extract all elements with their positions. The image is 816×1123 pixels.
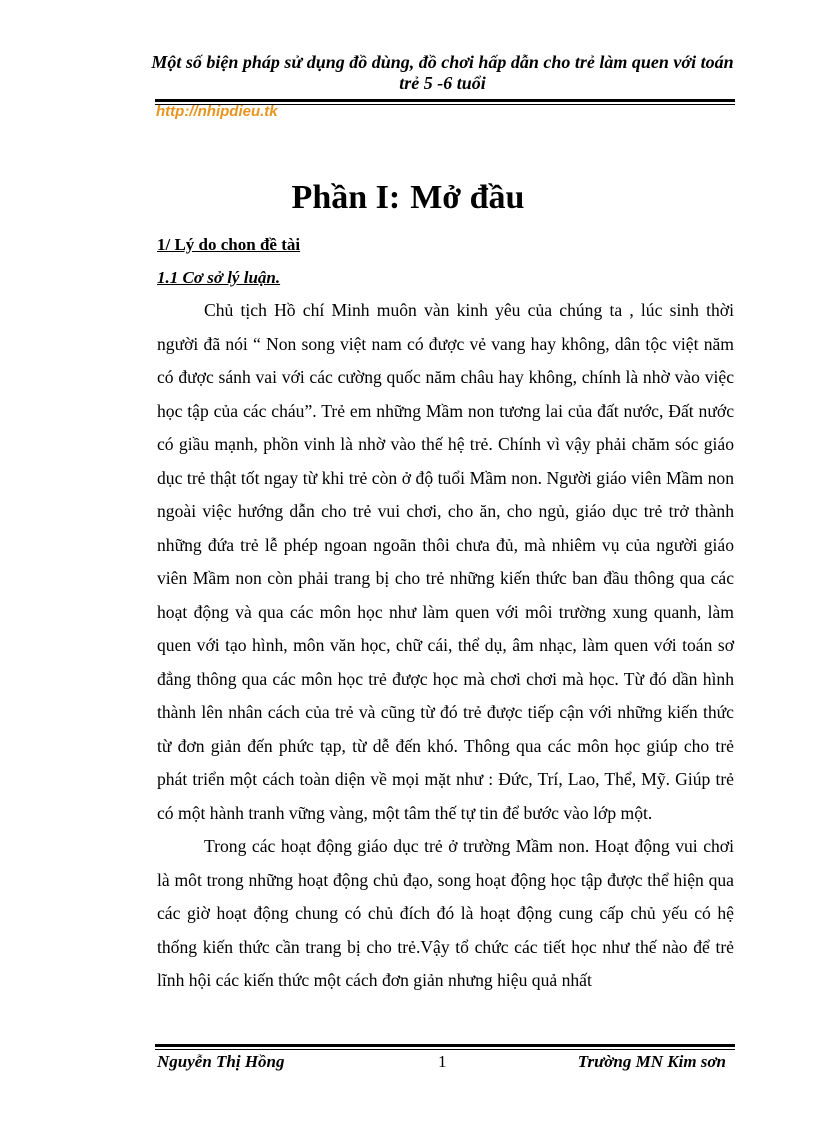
subsection-heading: 1.1 Cơ sở lý luận. [157, 268, 281, 287]
site-link[interactable]: http://nhipdieu.tk [156, 103, 278, 120]
part-name: Mở đầu [410, 179, 525, 216]
footer-school: Trường MN Kim sơn [577, 1052, 726, 1071]
part-prefix: Phần I: [291, 179, 401, 216]
paragraph: Trong các hoạt động giáo dục trẻ ở trường Mầm non. Hoạt động vui chơi là môt trong những hoạt động chủ đạo, song hoạt động học tập được thể hiện qua các giờ hoạt động chung có chủ đích đó là hoạt động cung cấp chủ yếu có hệ thống kiến thức cần trang bị cho trẻ.Vậy tổ chức các tiết học như thế nào để trẻ lĩnh hội các kiến thức một cách đơn giản nhưng hiệu quả nhất [157, 836, 734, 990]
footer-divider [155, 1044, 735, 1047]
body-text [157, 294, 734, 998]
page-number: 1 [438, 1052, 447, 1071]
section-heading: 1/ Lý do chon đề tài [157, 235, 301, 254]
footer-author: Nguyễn Thị Hồng [157, 1052, 285, 1071]
header-title: Một số biện pháp sử dụng đồ dùng, đồ chơi hấp dẫn cho trẻ làm quen với toán trẻ 5 -6 tuổi [151, 52, 734, 93]
part-title [0, 178, 816, 218]
header-divider [155, 99, 735, 102]
paragraph: Chủ tịch Hồ chí Minh muôn vàn kinh yêu của chúng ta , lúc sinh thời người đã nói “ Non song việt nam có được vẻ vang hay không, dân tộc việt năm có được sánh vai với các cường quốc năm châu hay không, chính là nhờ vào việc học tập của các cháu”. Trẻ em những Mầm non tương lai của đất nước, Đất nước có giầu mạnh, phồn vinh là nhờ vào thế hệ trẻ. Chính vì vậy phải chăm sóc giáo dục trẻ thật tốt ngay từ khi trẻ còn ở độ tuổi Mầm non. Người giáo viên Mầm non ngoài việc hướng dẫn cho trẻ vui chơi, cho ăn, cho ngủ, giáo dục trẻ trở thành những đứa trẻ lễ phép ngoan ngoãn thôi chưa đủ, mà nhiêm vụ của người giáo viên Mầm non còn phải trang bị cho trẻ những kiến thức ban đầu thông qua các hoạt động và qua các môn học như làm quen với môi trường xung quanh, làm quen với tạo hình, môn văn học, chữ cái, thể dụ, âm nhạc, làm quen với toán sơ đẳng thông qua các môn học trẻ được học mà chơi chơi mà học. Từ đó dần hình thành lên nhân cách của trẻ và cũng từ đó trẻ được tiếp cận với những kiến thức từ đơn giản đến phức tạp, từ dễ đến khó. Thông qua các môn học giúp cho trẻ phát triển một cách toàn diện về mọi mặt như : Đức, Trí, Lao, Thể, Mỹ. Giúp trẻ có một hành tranh vững vàng, một tâm thế tự tin để bước vào lớp một. [157, 300, 734, 823]
footer-divider-thin [155, 1049, 735, 1050]
